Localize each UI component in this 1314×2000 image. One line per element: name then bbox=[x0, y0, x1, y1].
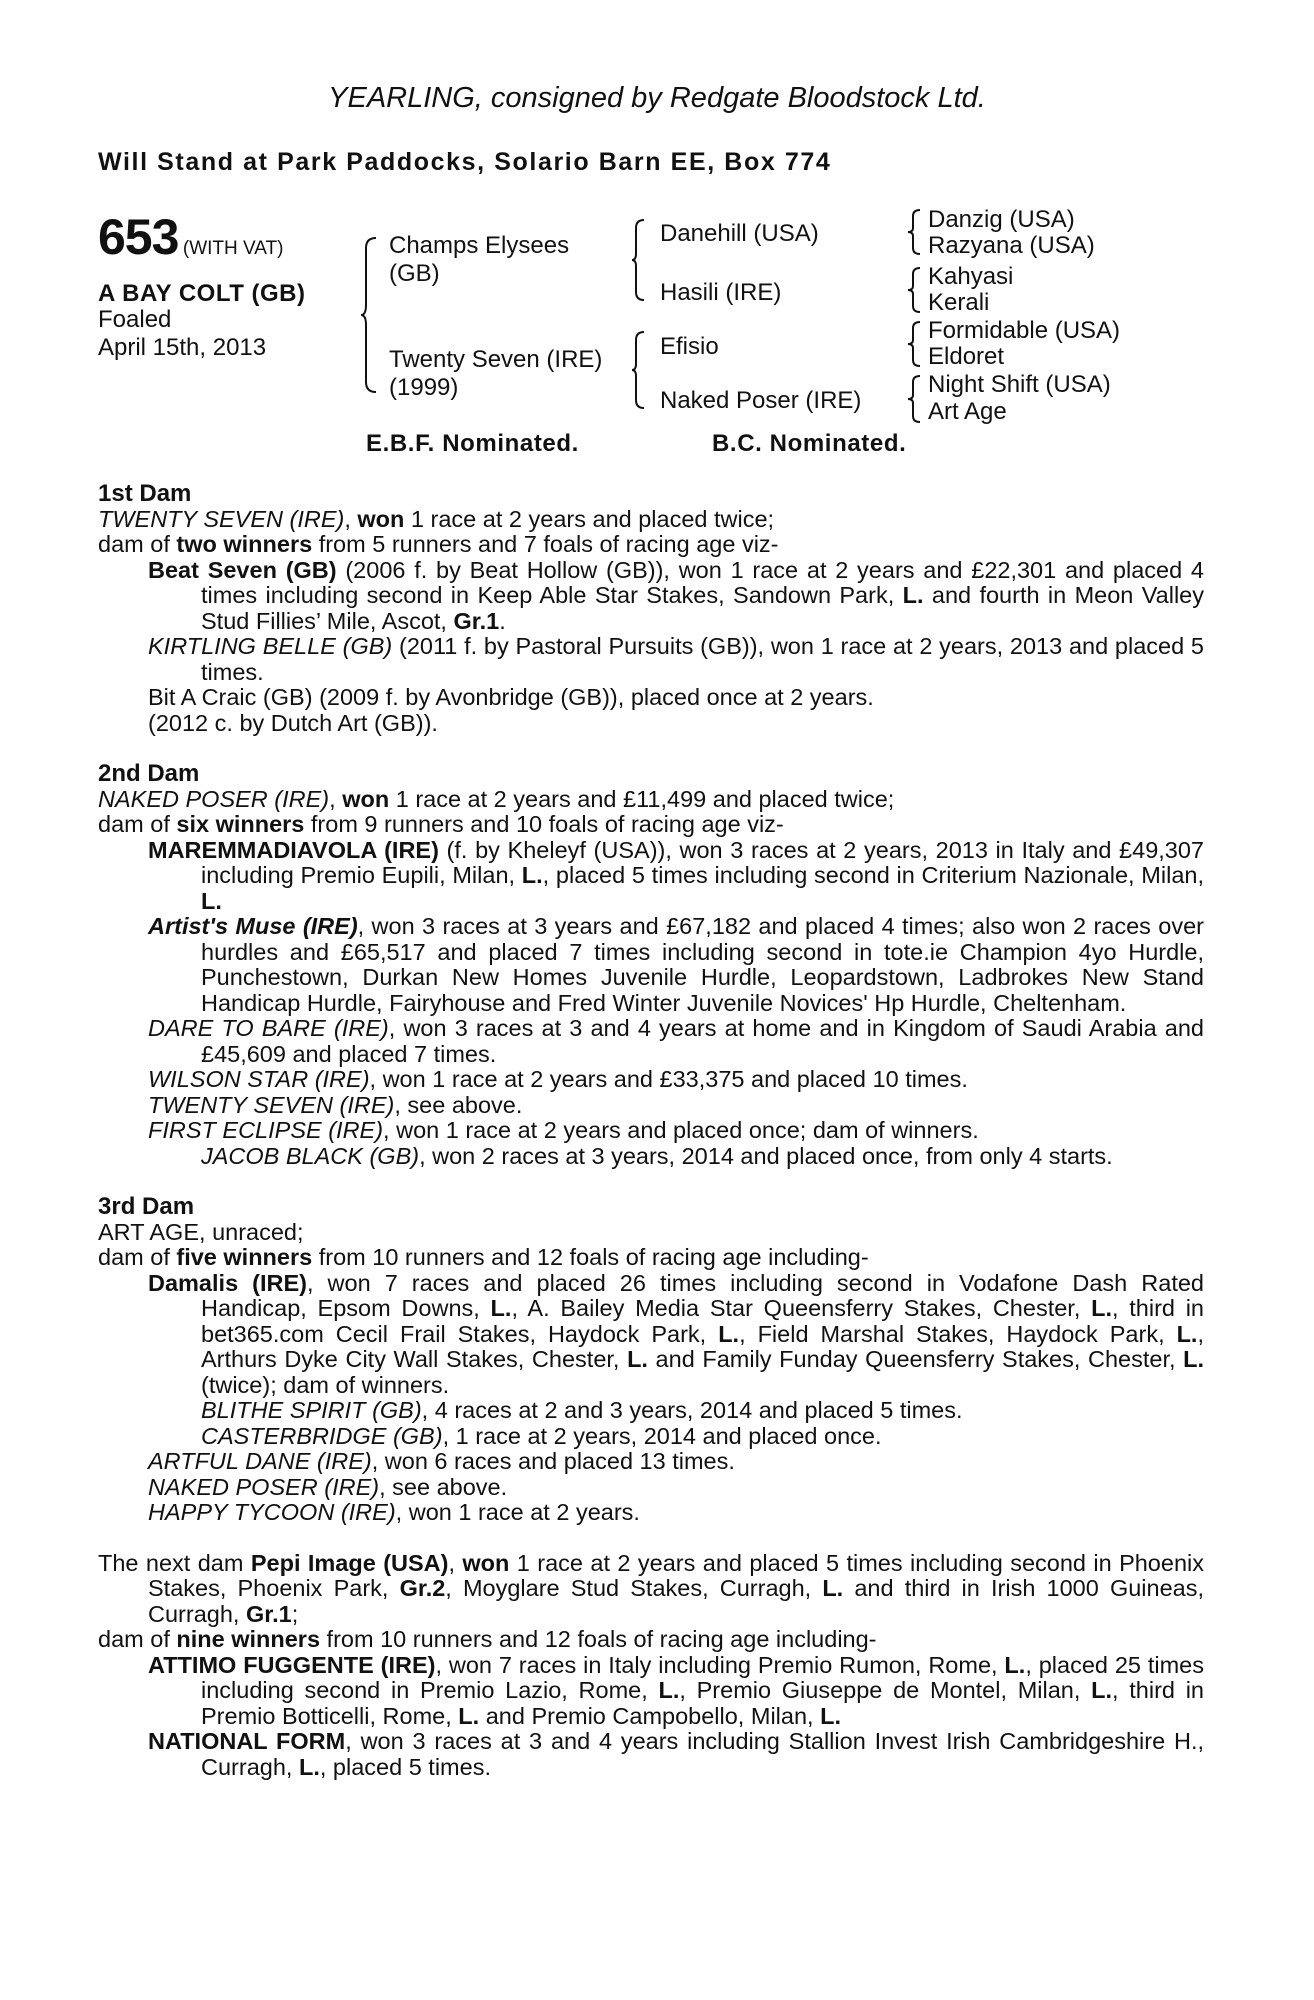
dam-sire: Efisio bbox=[660, 333, 719, 360]
first-dam-offspring-2: KIRTLING BELLE (GB) (2011 f. by Pastoral Pursuits (GB)), won 1 race at 2 years, 2013 and placed 5 times. bbox=[148, 633, 1204, 685]
lot-title: A BAY COLT (GB) bbox=[98, 280, 306, 307]
second-dam-offspring-4: WILSON STAR (IRE), won 1 race at 2 years and £33,375 and placed 10 times. bbox=[148, 1066, 968, 1092]
sire-sire-sire: Danzig (USA) bbox=[928, 206, 1075, 233]
foaled-date: April 15th, 2013 bbox=[98, 334, 267, 361]
lot-number-line bbox=[98, 208, 284, 266]
next-dam-offspring-1: ATTIMO FUGGENTE (IRE), won 7 races in Italy including Premio Rumon, Rome, L., placed 25 times including second in Premio Lazio, Rome, L., Premio Giuseppe de Montel, Milan, L., third in Premio Botticelli, Rome, L. and Premio Campobello, Milan, L. bbox=[148, 1651, 1204, 1729]
sire-dam-dam: Kerali bbox=[928, 289, 990, 316]
lot-number: 653 bbox=[98, 209, 179, 265]
vat-note: (WITH VAT) bbox=[182, 238, 284, 259]
third-dam-offspring-2: ARTFUL DANE (IRE), won 6 races and placed 13 times. bbox=[148, 1448, 735, 1474]
foaled-label: Foaled bbox=[98, 306, 172, 333]
second-dam-offspring-1: MAREMMADIAVOLA (IRE) (f. by Kheleyf (USA)), won 3 races at 2 years, 2013 in Italy and £49,307 including Premio Eupili, Milan, L., placed 5 times including second in Criterium Nazionale, Milan, L. bbox=[148, 836, 1204, 914]
first-dam-offspring-1: Beat Seven (GB) (2006 f. by Beat Hollow (GB)), won 1 race at 2 years and £22,301 and placed 4 times including second in Keep Able Star Stakes, Sandown Park, L. and fourth in Meon Valley Stud Fillies’ Mile, Ascot, Gr.1. bbox=[148, 556, 1204, 634]
third-dam-heading: 3rd Dam bbox=[98, 1193, 195, 1220]
sire-dam: Hasili (IRE) bbox=[660, 279, 782, 306]
dam-dam: Naked Poser (IRE) bbox=[660, 387, 862, 414]
stabling-line: Will Stand at Park Paddocks, Solario Barn EE, Box 774 bbox=[98, 148, 832, 176]
ds-brace bbox=[907, 320, 923, 368]
dam-dam-sire: Night Shift (USA) bbox=[928, 371, 1111, 398]
consignor-line: YEARLING, consigned by Redgate Bloodstock Ltd. bbox=[328, 82, 986, 114]
second-dam-offspring-3: DARE TO BARE (IRE), won 3 races at 3 and 4 years at home and in Kingdom of Saudi Arabia and £45,609 and placed 7 times. bbox=[148, 1015, 1204, 1067]
first-dam-heading: 1st Dam bbox=[98, 480, 192, 507]
dam: Twenty Seven (IRE) bbox=[389, 346, 603, 373]
first-dam-produce: dam of two winners from 5 runners and 7 foals of racing age viz- bbox=[98, 531, 779, 557]
third-dam-produce: dam of five winners from 10 runners and 12 foals of racing age including- bbox=[98, 1244, 869, 1270]
sire-dam-brace bbox=[360, 235, 380, 395]
ebf-nominated: E.B.F. Nominated. bbox=[366, 430, 579, 457]
sire: Champs Elysees bbox=[389, 232, 570, 259]
third-dam-line: ART AGE, unraced; bbox=[98, 1218, 304, 1245]
third-dam-offspring-3: NAKED POSER (IRE), see above. bbox=[148, 1473, 508, 1500]
dam-parents-brace bbox=[631, 330, 647, 410]
sd-brace bbox=[907, 266, 923, 314]
third-dam-grandoffspring-1: BLITHE SPIRIT (GB), 4 races at 2 and 3 years, 2014 and placed 5 times. bbox=[201, 1397, 963, 1423]
second-dam-line: NAKED POSER (IRE), won 1 race at 2 years and £11,499 and placed twice; bbox=[98, 785, 895, 812]
dam-sire-dam: Eldoret bbox=[928, 343, 1005, 370]
first-dam-offspring-4: (2012 c. by Dutch Art (GB)). bbox=[148, 709, 438, 736]
sire-sire: Danehill (USA) bbox=[660, 220, 819, 247]
sire-origin: (GB) bbox=[389, 260, 440, 287]
dd-brace bbox=[907, 374, 923, 424]
produce-records bbox=[98, 481, 1204, 1780]
sire-dam-sire: Kahyasi bbox=[928, 263, 1014, 290]
dam-year: (1999) bbox=[389, 374, 459, 401]
second-dam-heading: 2nd Dam bbox=[98, 760, 200, 787]
next-dam-produce: dam of nine winners from 10 runners and 12 foals of racing age including- bbox=[98, 1626, 877, 1652]
ss-brace bbox=[907, 208, 923, 256]
first-dam-offspring-3: Bit A Craic (GB) (2009 f. by Avonbridge (GB)), placed once at 2 years. bbox=[148, 684, 874, 710]
second-dam-offspring-2: Artist's Muse (IRE), won 3 races at 3 years and £67,182 and placed 4 times; also won 2 races over hurdles and £65,517 and placed 7 times including second in tote.ie Champion 4yo Hurdle, Punchestown, Durkan New Homes Juvenile Hurdle, Leopardstown, Ladbrokes New Stand Handicap Hurdle, Fairyhouse and Fred Winter Juvenile Novices' Hp Hurdle, Cheltenham. bbox=[148, 913, 1204, 1016]
second-dam-offspring-6: FIRST ECLIPSE (IRE), won 1 race at 2 years and placed once; dam of winners. bbox=[148, 1117, 979, 1143]
third-dam-offspring-1: Damalis (IRE), won 7 races and placed 26 times including second in Vodafone Dash Rated Handicap, Epsom Downs, L., A. Bailey Media Star Queensferry Stakes, Chester, L., third in bet365.com Cecil Frail Stakes, Haydock Park, L., Field Marshal Stakes, Haydock Park, L., Arthurs Dyke City Wall Stakes, Chester, L. and Family Funday Queensferry Stakes, Chester, L. (twice); dam of winners. bbox=[148, 1269, 1205, 1398]
sire-sire-dam: Razyana (USA) bbox=[928, 232, 1095, 259]
third-dam-grandoffspring-2: CASTERBRIDGE (GB), 1 race at 2 years, 2014 and placed once. bbox=[201, 1422, 882, 1449]
second-dam-produce: dam of six winners from 9 runners and 10 foals of racing age viz- bbox=[98, 811, 784, 837]
next-dam-offspring-2: NATIONAL FORM, won 3 races at 3 and 4 years including Stallion Invest Irish Cambridgeshire H., Curragh, L., placed 5 times. bbox=[148, 1728, 1204, 1780]
first-dam-line: TWENTY SEVEN (IRE), won 1 race at 2 years and placed twice; bbox=[98, 505, 775, 532]
next-dam-line: The next dam Pepi Image (USA), won 1 race at 2 years and placed 5 times including second in Phoenix Stakes, Phoenix Park, Gr.2, Moyglare Stud Stakes, Curragh, L. and third in Irish 1000 Guineas, Curragh, Gr.1; bbox=[98, 1549, 1205, 1627]
sire-parents-brace bbox=[631, 218, 647, 302]
dam-dam-dam: Art Age bbox=[928, 398, 1007, 425]
second-dam-grandoffspring-1: JACOB BLACK (GB), won 2 races at 3 years, 2014 and placed once, from only 4 starts. bbox=[201, 1142, 1113, 1169]
second-dam-offspring-5: TWENTY SEVEN (IRE), see above. bbox=[148, 1091, 523, 1118]
dam-sire-sire: Formidable (USA) bbox=[928, 317, 1121, 344]
bc-nominated: B.C. Nominated. bbox=[712, 430, 907, 457]
third-dam-offspring-4: HAPPY TYCOON (IRE), won 1 race at 2 years. bbox=[148, 1499, 640, 1525]
